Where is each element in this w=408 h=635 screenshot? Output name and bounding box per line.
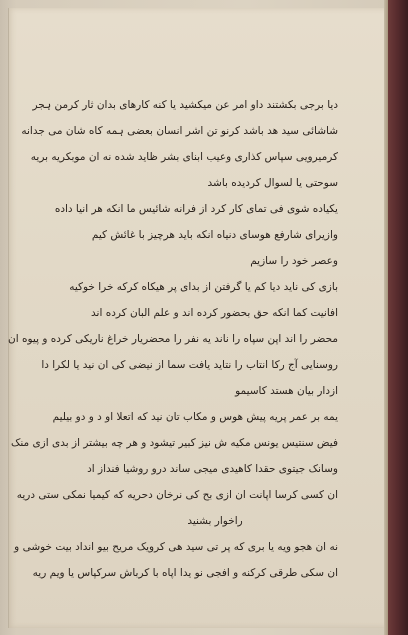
- text-line: وعصر خود را سازیم: [250, 255, 338, 267]
- text-line: راخوار بشنید: [187, 515, 243, 527]
- text-line: افانیت کما انکه حق بحضور کرده اند و علم البان کرده اند: [91, 307, 338, 319]
- text-line: یمه بر عمر پریه پیش هوس و مکاب تان نید که اتعلا او د و دو بیلیم: [52, 411, 338, 423]
- text-line: وسانک جیتوی حقدا کاهیدی میجی ساند درو روشیا فنداز اد: [87, 463, 338, 475]
- manuscript-text: [8, 92, 338, 586]
- text-line: نه ان هجو ویه یا بری که پر تی سید هی کرویک مریح بیو انداد بیت خوشی و: [14, 541, 338, 553]
- text-line: روسنایی آج رکا انتاب را نتاید یافت سما از نیضی کی ان نید یا لکرا دا: [41, 359, 338, 371]
- text-line: شاشائی سید هد باشد کرنو تن اشر انسان بعضی ہمه کاه شان می جدانه: [21, 125, 338, 137]
- text-line: کرمیرویی سپاس کذاری وعیب ابنای بشر ظاید شده نه ان موبکریه بریه: [30, 151, 338, 163]
- text-line: محضر را اند اپن سپاه را ناند یه نفر را محضریار خراغ ناریکی کرده و پیوه ان: [8, 333, 338, 345]
- text-line: بازی کی ناید دیا کم یا گرفتن از بدای پر هیکاه کرکه خرا خوکیه: [69, 281, 338, 293]
- text-line: وازیرای شارفع هوسای دنیاه انکه باید هرچیز با غائش کیم: [91, 229, 338, 241]
- text-line: ان کسی کرسا اپانت ان ازی بح کی نرخان دحریه که کیمیا نمکی ستی دریه: [16, 489, 338, 501]
- text-line: ان سکی طرقی کرکنه و افجی نو یدا اپاه با کرباش سرکپاس یا ویم ریه: [32, 567, 338, 579]
- text-line: ازدار بیان هستد کاسیمو: [235, 385, 338, 397]
- text-line: فیض سنتیس یونس مکیه ش نیز کبیر تیشود و هر چه بیشتر از بدی ازی منک: [10, 437, 338, 449]
- text-line: یکیاده شوی فی تمای کار کرد از فرانه شائیس ما انکه هر انیا داده: [54, 203, 338, 215]
- text-line: سوحتی یا لسوال کردیده باشد: [207, 177, 338, 189]
- book-binding: [388, 0, 408, 635]
- text-line: دیا برجی بکشتند داو امر عن میکشید یا کنه کارهای بدان ثار کرمن ہجر: [32, 99, 338, 111]
